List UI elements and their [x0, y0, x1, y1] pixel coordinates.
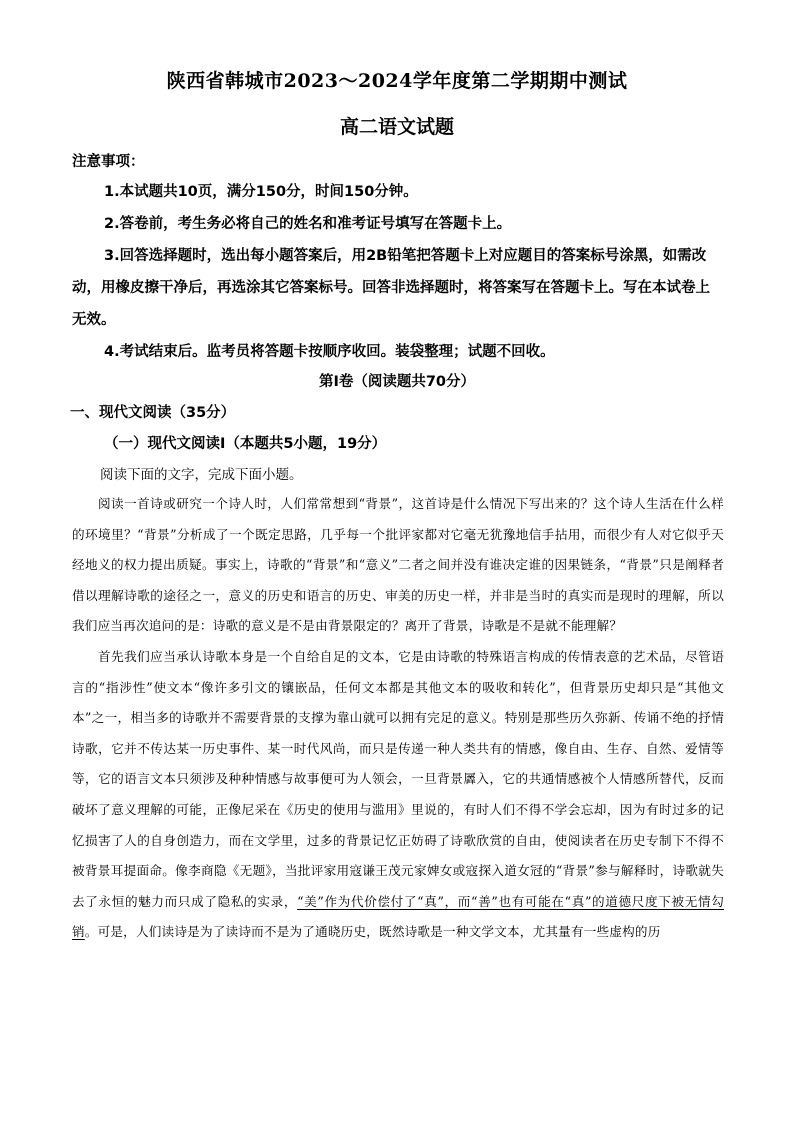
reading-passage: [72, 489, 724, 948]
reading-instruction: 阅读下面的文字，完成下面小题。: [100, 467, 303, 483]
passage-paragraph-2: [72, 642, 724, 948]
notice-list: [72, 176, 722, 368]
part-title: 第Ⅰ卷（阅读题共70分）: [318, 374, 476, 390]
paragraph-2-continuation: 。可是，人们读诗是为了读诗而不是为了通晓历史，既然诗歌是一种文学文本，尤其量有一些虚构的历: [84, 924, 661, 940]
section-title: 一、现代文阅读（35分）: [70, 405, 236, 421]
paragraph-2-text: 首先我们应当承认诗歌本身是一个自给自足的文本，它是由诗歌的特殊语言构成的传情表意的艺术品，尽管语言的“指涉性”使文本“像许多引文的镶嵌品，任何文本都是其他文本的吸收和转化”，但背景历史却只是“其他文本”之一，相当多的诗歌并不需要背景的支撑为靠山就可以拥有完足的意义。特别是那些历久弥新、传诵不绝的抒情诗歌，它并不传达某一历史事件、某一时代风尚，而只是传递一种人类共有的情感，像自由、生存、自然、爱情等等，它的语言文本只须涉及种种情感与故事便可为人领会，一旦背景羼入，它的共通情感被个人情感所替代，反而破坏了意义理解的可能，正像尼采在《历史的使用与滥用》里说的，有时人们不得不学会忘却，因为有时过多的记忆损害了人的自身创造力，而在文学里，过多的背景记忆正妨碍了诗歌欣赏的自由，使阅读者在历史专制下不得不被背景耳提面命。像李商隐《无题》，当批评家用寇谦王茂元家婢女或寇探入道女冠的“背景”参与解释时，诗歌就失去了永恒的魅力而只成了隐私的实录，: [72, 648, 724, 909]
underlined-sentence: “美”作为代价偿付了“真”，而“善”也有可能在“真”的道德尺度下被无情勾销: [72, 893, 724, 940]
exam-title: 陕西省韩城市2023～2024学年度第二学期期中测试: [166, 70, 628, 92]
notice-heading: 注意事项：: [72, 154, 145, 170]
notice-item-2: 2.答卷前，考生务必将自己的姓名和准考证号填写在答题卡上。: [104, 216, 512, 232]
notice-item-4: 4.考试结束后。监考员将答题卡按顺序收回。装袋整理；试题不回收。: [104, 344, 555, 360]
exam-subtitle: 高二语文试题: [339, 116, 454, 138]
notice-item-3: 3.回答选择题时，选出每小题答案后，用2B铅笔把答题卡上对应题目的答案标号涂黑，如需改动，用橡皮擦干净后，再选涂其它答案标号。回答非选择题时，将答案写在答题卡上。写在本试卷上无效。: [72, 248, 710, 328]
notice-item-1: 1.本试题共10页，满分150分，时间150分钟。: [104, 184, 418, 200]
subsection-title: （一）现代文阅读Ⅰ（本题共5小题，19分）: [104, 436, 387, 452]
passage-paragraph-1: 阅读一首诗或研究一个诗人时，人们常常想到“背景”，这首诗是什么情况下写出来的？这个诗人生活在什么样的环境里？“背景”分析成了一个既定思路，几乎每一个批评家都对它毫无犹豫地信手拈用，而很少有人对它似乎天经地义的权力提出质疑。事实上，诗歌的“背景”和“意义”二者之间并没有谁决定谁的因果链条，“背景”只是阐释者借以理解诗歌的途径之一，意义的历史和语言的历史、审美的历史一样，并非是当时的真实而是现时的理解，所以我们应当再次追问的是：诗歌的意义是不是由背景限定的？离开了背景，诗歌是不是就不能理解？: [72, 496, 724, 634]
